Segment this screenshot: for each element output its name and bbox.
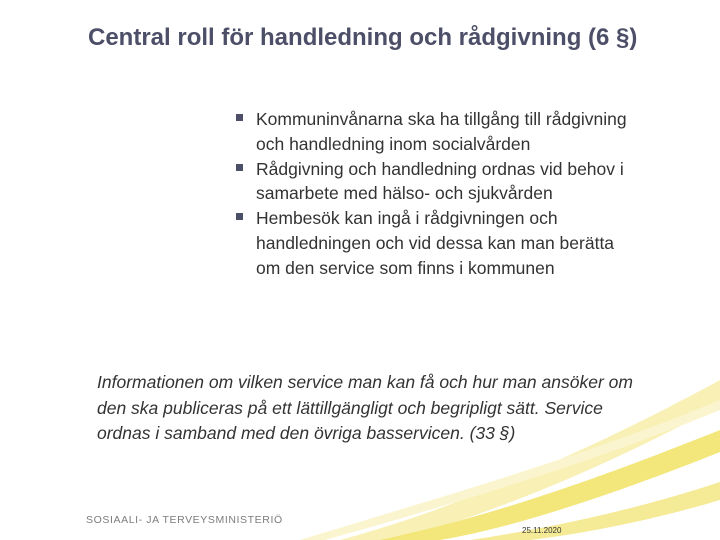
bullet-text: Kommuninvånarna ska ha tillgång till rådgivning och handledning inom socialvården bbox=[256, 109, 627, 154]
slide-title: Central roll för handledning och rådgivning (6 §) bbox=[88, 24, 638, 51]
bullet-item bbox=[236, 157, 636, 207]
bullet-list bbox=[236, 107, 636, 281]
italic-note: Informationen om vilken service man kan få och hur man ansöker om den ska publiceras på ett lättillgängligt och begripligt sätt. Service ordnas i samband med den övriga basservicen. (33 §) bbox=[97, 372, 633, 443]
square-bullet-icon bbox=[236, 114, 243, 121]
square-bullet-icon bbox=[236, 164, 243, 171]
bullet-item bbox=[236, 206, 636, 280]
bullet-text: Hembesök kan ingå i rådgivningen och handledningen och vid dessa kan man berätta om den service som finns i kommunen bbox=[256, 208, 615, 278]
square-bullet-icon bbox=[236, 213, 243, 220]
bullet-text: Rådgivning och handledning ordnas vid behov i samarbete med hälso- och sjukvården bbox=[256, 158, 624, 204]
ministry-logo-text: SOSIAALI- JA TERVEYSMINISTERIÖ bbox=[86, 514, 283, 526]
bullet-item bbox=[236, 107, 636, 157]
slide-date: 25.11.2020 bbox=[522, 526, 562, 535]
